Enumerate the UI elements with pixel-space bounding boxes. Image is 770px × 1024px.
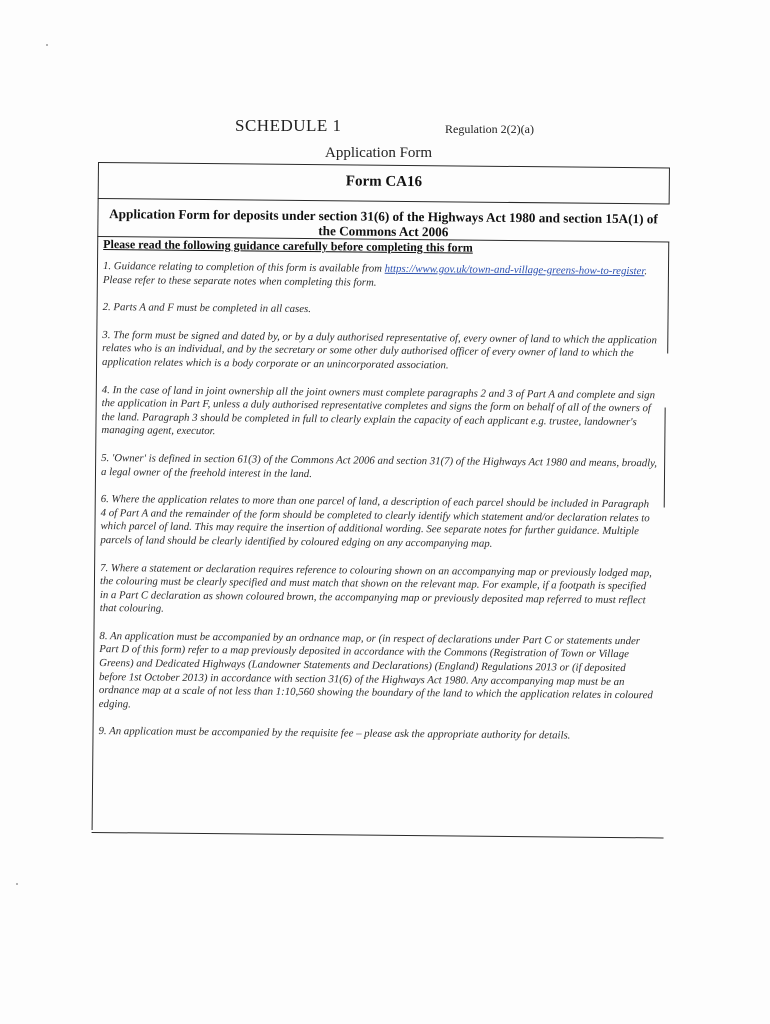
- scan-speck: [46, 44, 48, 46]
- schedule-title: SCHEDULE 1: [235, 116, 342, 135]
- guidance-item-1: [103, 260, 659, 293]
- frame-bottom-border: [92, 832, 664, 838]
- frame-right-border-middle: [664, 407, 666, 507]
- guidance-heading: Please read the following guidance carefully before completing this form: [103, 237, 473, 255]
- guidance-item-1-text: 1. Guidance relating to completion of this form is available from: [102, 260, 385, 275]
- frame-right-border-upper: [667, 241, 669, 353]
- frame-top-border: [98, 162, 670, 168]
- application-form-heading: Application Form: [325, 145, 433, 161]
- form-frame: [91, 162, 669, 845]
- code-row-divider: [98, 198, 670, 204]
- guidance-item-1-text-end: . Please refer to these separate notes when completing this form.: [102, 265, 648, 289]
- guidance-item-8: 8. An application must be accompanied by an ordnance map, or (in respect of declarations under Part C or statements under Part D of this form) refer to a map previously deposited in accordance with the Commons (Registration of Town or Village Greens) and Dedicated Highways (Landowner Statements and Declarations) (England) Regulations 2013 or (if deposited before 1st October 2013) in accordance with section 31(6) of the Highways Act 1980. Any accompanying map must be an ordnance map at a scale of not less than 1:10,560 showing the boundary of the land to which the application relates in coloured edging.: [98, 629, 653, 711]
- scan-speck: [16, 883, 18, 885]
- guidance-list: [98, 260, 659, 758]
- guidance-item-5: 5. 'Owner' is defined in section 61(3) of the Commons Act 2006 and section 31(7) of the Highways Act 1980 and means, broadly, a legal owner of the freehold interest in the land.: [100, 451, 658, 480]
- guidance-item-2: 2. Parts A and F must be completed in all cases.: [102, 301, 311, 316]
- guidance-item-6: 6. Where the application relates to more than one parcel of land, a description of each parcel should be included in Paragraph 4 of Part A and the remainder of the form should be completed to clearly identify which statement and/or declaration relates to which parcel of land. This may require the insertion of additional wording. See separate notes for further guidance. Multiple parcels of land should be clearly identified by coloured edging on any accompanying map.: [100, 493, 650, 550]
- regulation-reference: Regulation 2(2)(a): [445, 122, 534, 136]
- form-code: Form CA16: [345, 173, 423, 191]
- frame-right-border: [669, 167, 670, 203]
- guidance-link[interactable]: https://www.gov.uk/town-and-village-greens-how-to-register: [384, 262, 645, 278]
- guidance-item-3: 3. The form must be signed and dated by, or by a duly authorised representative of, every owner of land to which the application relates who is an individual, and by the secretary or some other duly authorised officer of every owner of land to which the application relates which is a body corporate or an unincorporated association.: [102, 328, 657, 372]
- guidance-item-7: 7. Where a statement or declaration requires reference to colouring shown on an accompanying map or previously lodged map, the colouring must be clearly specified and must match that shown on the relevant map. For example, if a footpath is specified in a Part C declaration as shown coloured brown, the accompanying map or previously deposited map referred to must reflect that colouring.: [99, 561, 652, 615]
- guidance-item-4: 4. In the case of land in joint ownership all the joint owners must complete paragraphs 2 and 3 of Part A and complete and sign the application in Part F, unless a duly authorised representative completes and signs the form on behalf of all of the owners of the land. Paragraph 3 should be completed in full to clearly explain the capacity of each applicant e.g. trustee, landowner's managing agent, executor.: [101, 383, 656, 438]
- form-title: Application Form for deposits under section 31(6) of the Highways Act 1980 and section 15A(1) of the Commons Act 2006: [109, 206, 658, 240]
- guidance-item-9: 9. An application must be accompanied by the requisite fee – please ask the appropriate authority for details.: [98, 725, 571, 742]
